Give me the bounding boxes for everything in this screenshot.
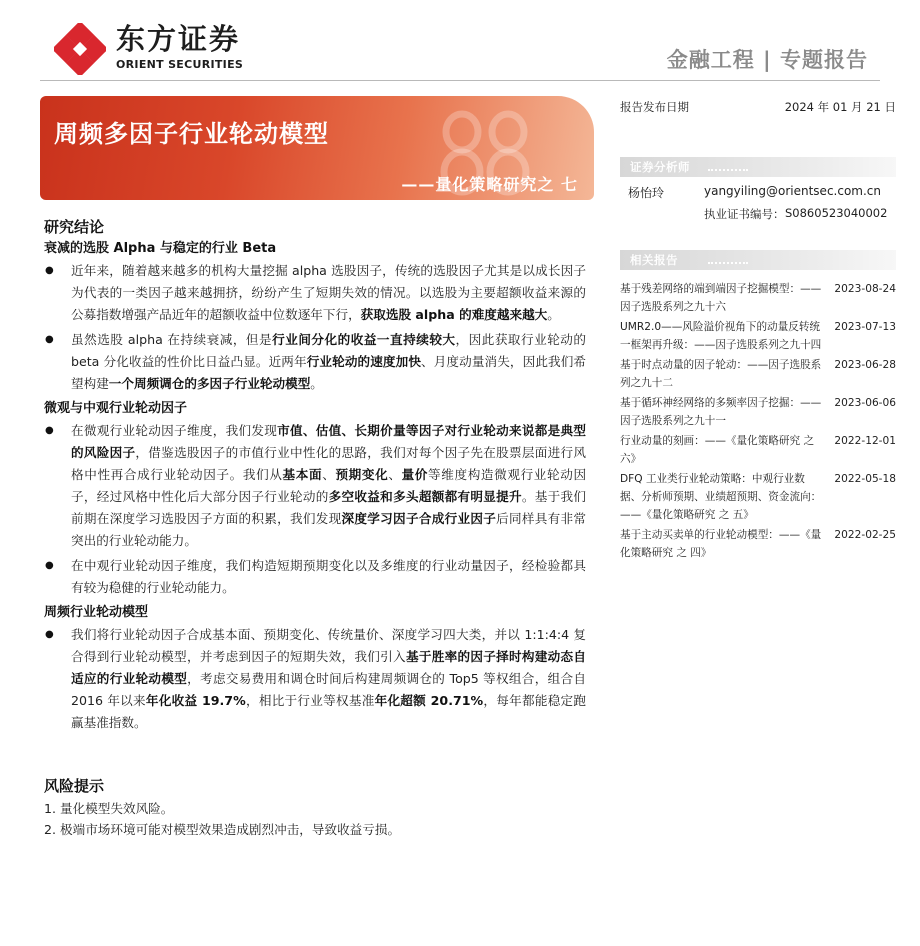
related-report-item[interactable] [620,356,896,392]
related-report-date: 2023-06-06 [834,397,896,409]
report-title: 周频多因子行业轮动模型 [54,120,329,148]
related-report-title: 基于残差网络的端到端因子挖掘模型：——因子选股系列之九十六 [620,283,822,313]
related-report-title: 基于循环神经网络的多频率因子挖掘：——因子选股系列之九十一 [620,397,822,427]
bullet-paragraph [44,624,586,734]
body-text: ，因此获取行业轮动的 beta 分化收益的性价比日益凸显。近两年 [71,332,587,369]
orient-securities-logo [54,23,106,75]
related-report-title: DFQ 工业类行业轮动策略：中观行业数据、分析师预期、业绩超预期、资金流向：——《量化策略研究 之 五》 [620,473,822,521]
related-report-item[interactable] [620,280,896,316]
body-text: ，借鉴选股因子的市值行业中性化的思路，我们对每个因子先在股票层面进行风格中性再合成行业轮动因子。我们从 [71,445,587,482]
conclusion-sections [44,238,586,734]
body-text: 。 [547,307,560,322]
related-report-title: 基于时点动量的因子轮动：——因子选股系列之九十二 [620,359,822,389]
body-text: ，考虑交易费用和调仓时间后构建周频调仓的 Top5 等权组合，组合自 2016 年以来 [71,671,587,708]
body-text: 等维度构造微观行业轮动因子，经过风格中性化后大部分因子行业轮动的 [71,467,587,504]
emphasis-text: 行业间分化的收益一直持续较大 [272,332,456,347]
dotted-decoration [708,262,748,264]
related-report-item[interactable] [620,432,896,468]
related-report-item[interactable] [620,470,896,524]
publish-date: 2024 年 01 月 21 日 [784,100,896,114]
related-report-item[interactable] [620,394,896,430]
body-text: 后同样具有非常突出的行业轮动能力。 [71,511,587,548]
brand-name-cn: 东方证券 [116,22,241,56]
emphasis-text: 基本面 [282,467,323,482]
dotted-decoration [708,169,748,171]
analyst-email[interactable]: yangyiling@orientsec.com.cn [704,184,881,198]
bullet-paragraph [44,329,586,395]
body-text: ，每年都能稳定跑赢基准指数。 [71,693,587,730]
emphasis-text: 量价 [401,467,429,482]
related-report-date: 2022-05-18 [834,473,896,485]
emphasis-text: 年化超额 20.71% [374,693,484,708]
related-report-title: 行业动量的刻画：——《量化策略研究 之 六》 [620,435,815,465]
emphasis-text: 年化收益 19.7% [145,693,246,708]
analyst-cert-label: 执业证书编号： [704,207,785,221]
bullet-paragraph [44,555,586,599]
emphasis-text: 基于胜率的因子择时构建动态自适应的行业轮动模型 [71,649,587,686]
section-heading: 微观与中观行业轮动因子 [44,401,188,416]
risk-heading: 风险提示 [44,777,105,795]
related-report-date: 2023-08-24 [834,283,896,295]
related-report-title: UMR2.0——风险溢价视角下的动量反转统一框架再升级：——因子选股系列之九十四 [620,321,822,351]
body-text: 虽然选股 alpha 在持续衰减，但是 [71,332,273,347]
emphasis-text: 预期变化 [335,467,389,482]
risk-item: 2. 极端市场环境可能对模型效果造成剧烈冲击，导致收益亏损。 [44,822,401,837]
brand-name-en: ORIENT SECURITIES [116,58,244,71]
body-text: 近年来，随着越来越多的机构大量挖掘 alpha 选股因子，传统的选股因子尤其是以成长因子为代表的一类因子越来越拥挤，纷纷产生了短期失效的情况。以选股为主要超额收益来源的公募指数增强产品近年的超额收益中位数逐年下行， [71,263,586,322]
body-text: 、月度动量消失，因此我们希望构建 [71,354,587,391]
body-text: 在中观行业轮动因子维度，我们构造短期预期变化以及多维度的行业动量因子，经检验都具有较为稳健的行业轮动能力。 [71,558,586,595]
analyst-section-title: 证券分析师 [630,160,690,174]
emphasis-text: 一个周频调仓的多因子行业轮动模型 [108,376,311,391]
title-banner [40,96,594,200]
body-text: 、 [388,467,402,482]
report-subtitle: ——量化策略研究之 七 [401,175,578,194]
emphasis-text: 多空收益和多头超额都有明显提升 [328,489,522,504]
body-text: 、 [322,467,336,482]
body-text: ，相比于行业等权基准 [245,693,375,708]
risk-list [44,798,586,840]
header-divider [40,80,880,81]
related-report-item[interactable] [620,526,896,562]
section-heading: 周频行业轮动模型 [44,605,149,620]
emphasis-text: 获取选股 alpha 的难度越来越大 [360,307,548,322]
main-content [44,216,586,840]
related-report-item[interactable] [620,318,896,354]
report-category: 金融工程 | 专题报告 [666,48,868,72]
conclusion-heading: 研究结论 [44,218,105,236]
body-text: 在微观行业轮动因子维度，我们发现 [71,423,278,438]
bullet-paragraph [44,420,586,552]
risk-item: 1. 量化模型失效风险。 [44,801,174,816]
bullet-paragraph [44,260,586,326]
publish-date-label: 报告发布日期 [620,100,689,114]
body-text: 。 [310,376,323,391]
related-report-date: 2023-06-28 [834,359,896,371]
emphasis-text: 行业轮动的速度加快 [306,354,422,369]
emphasis-text: 深度学习因子合成行业因子 [341,511,497,526]
related-report-date: 2023-07-13 [834,321,896,333]
body-text: 我们将行业轮动因子合成基本面、预期变化、传统量价、深度学习四大类，并以 1:1:4:4 复合得到行业轮动模型，并考虑到因子的短期失效，我们引入 [71,627,586,664]
section-heading: 衰减的选股 Alpha 与稳定的行业 Beta [44,241,277,256]
related-section-title: 相关报告 [630,253,678,267]
analyst-section-bar [620,157,896,177]
related-report-date: 2022-12-01 [834,435,896,447]
analyst-name: 杨怡玲 [628,186,665,200]
emphasis-text: 市值、估值、长期价量等因子对行业轮动来说都是典型的风险因子 [71,423,587,460]
related-reports-list [620,280,896,564]
related-section-bar [620,250,896,270]
related-report-date: 2022-02-25 [834,529,896,541]
analyst-cert-number: S0860523040002 [785,206,888,220]
body-text: 。基于我们前期在深度学习选股因子方面的积累，我们发现 [71,489,587,526]
related-report-title: 基于主动买卖单的行业轮动模型：——《量化策略研究 之 四》 [620,529,822,559]
